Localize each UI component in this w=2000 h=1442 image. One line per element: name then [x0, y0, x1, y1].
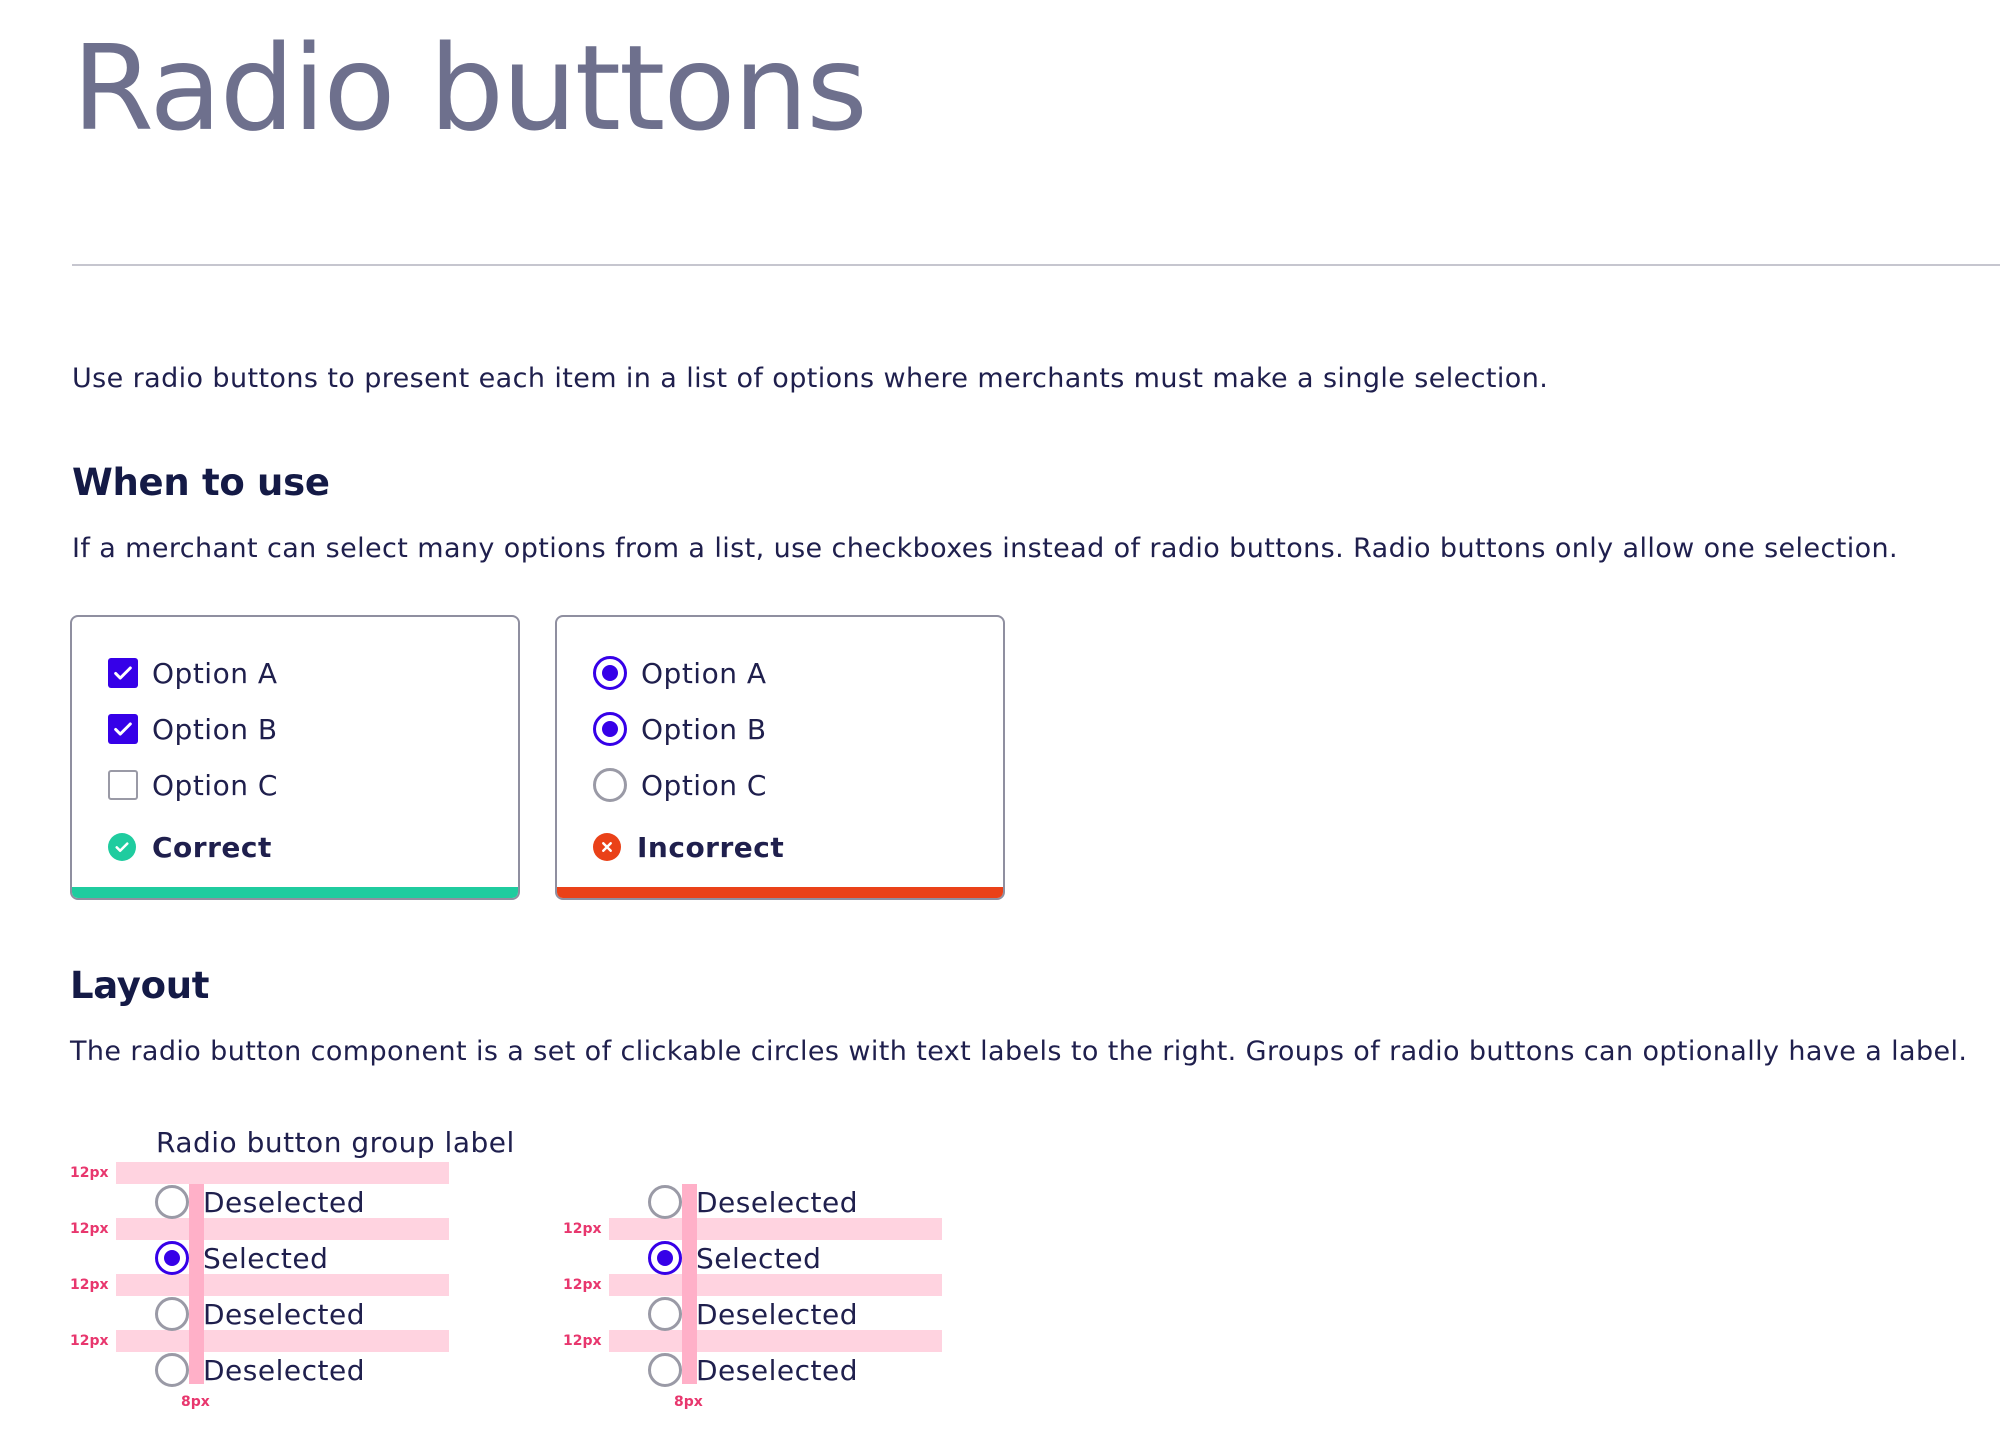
radio-selected-icon[interactable]: [648, 1241, 682, 1275]
checkbox-checked-icon[interactable]: [108, 714, 138, 744]
radio-selected-icon[interactable]: [593, 656, 627, 690]
radio-group-label: Radio button group label: [156, 1126, 515, 1159]
radio-row[interactable]: [648, 1180, 858, 1224]
radio-row[interactable]: [155, 1292, 365, 1336]
divider: [72, 264, 2000, 266]
radio-label: Deselected: [696, 1297, 858, 1331]
radio-deselected-icon[interactable]: [648, 1185, 682, 1219]
radio-label: Deselected: [203, 1353, 365, 1387]
option-label: Option B: [641, 712, 767, 746]
radio-option[interactable]: [593, 651, 767, 695]
radio-option[interactable]: [593, 763, 767, 807]
radio-deselected-icon[interactable]: [155, 1353, 189, 1387]
gap-spec: 8px: [674, 1394, 703, 1410]
spacing-spec: 12px: [70, 1277, 109, 1293]
radio-deselected-icon[interactable]: [648, 1353, 682, 1387]
radio-deselected-icon[interactable]: [155, 1297, 189, 1331]
correct-status-bar: [72, 887, 518, 898]
page-title: Radio buttons: [72, 19, 866, 157]
layout-text: The radio button component is a set of clickable circles with text labels to the right. Groups of radio buttons can optionally have a label.: [70, 1036, 1968, 1067]
layout-heading: Layout: [70, 964, 210, 1007]
radio-row[interactable]: [648, 1236, 821, 1280]
radio-deselected-icon[interactable]: [155, 1185, 189, 1219]
checkbox-option[interactable]: [108, 763, 278, 807]
radio-selected-icon[interactable]: [155, 1241, 189, 1275]
radio-row[interactable]: [155, 1348, 365, 1392]
option-label: Option A: [152, 656, 278, 690]
spacing-spec: 12px: [70, 1165, 109, 1181]
radio-label: Selected: [203, 1241, 329, 1275]
spacing-spec: 12px: [70, 1221, 109, 1237]
radio-label: Deselected: [696, 1185, 858, 1219]
spacing-spec: 12px: [70, 1333, 109, 1349]
radio-label: Deselected: [203, 1297, 365, 1331]
checkbox-option[interactable]: [108, 707, 278, 751]
when-to-use-text: If a merchant can select many options from a list, use checkboxes instead of radio buttons. Radio buttons only allow one selection.: [72, 533, 1899, 564]
gap-spec: 8px: [181, 1394, 210, 1410]
checkbox-option[interactable]: [108, 651, 278, 695]
radio-row[interactable]: [648, 1348, 858, 1392]
x-circle-icon: [593, 833, 621, 861]
radio-label: Selected: [696, 1241, 822, 1275]
spacing-spec: 12px: [563, 1221, 602, 1237]
radio-deselected-icon[interactable]: [648, 1297, 682, 1331]
radio-selected-icon[interactable]: [593, 712, 627, 746]
check-circle-icon: [108, 833, 136, 861]
option-label: Option A: [641, 656, 767, 690]
option-label: Option C: [641, 768, 767, 802]
when-to-use-heading: When to use: [72, 461, 330, 504]
spacing-spec: 12px: [563, 1333, 602, 1349]
radio-row[interactable]: [155, 1180, 365, 1224]
correct-example-card: [70, 615, 520, 900]
checkbox-unchecked-icon[interactable]: [108, 770, 138, 800]
intro-text: Use radio buttons to present each item in a list of options where merchants must make a single selection.: [72, 363, 1549, 394]
radio-label: Deselected: [203, 1185, 365, 1219]
verdict-label: Incorrect: [637, 830, 785, 864]
radio-option[interactable]: [593, 707, 767, 751]
verdict-label: Correct: [152, 830, 272, 864]
incorrect-example-card: [555, 615, 1005, 900]
spacing-spec: 12px: [563, 1277, 602, 1293]
radio-row[interactable]: [648, 1292, 858, 1336]
option-label: Option C: [152, 768, 278, 802]
incorrect-status-bar: [557, 887, 1003, 898]
radio-label: Deselected: [696, 1353, 858, 1387]
radio-deselected-icon[interactable]: [593, 768, 627, 802]
verdict-incorrect: [593, 827, 784, 867]
radio-row[interactable]: [155, 1236, 328, 1280]
verdict-correct: [108, 827, 272, 867]
checkbox-checked-icon[interactable]: [108, 658, 138, 688]
option-label: Option B: [152, 712, 278, 746]
